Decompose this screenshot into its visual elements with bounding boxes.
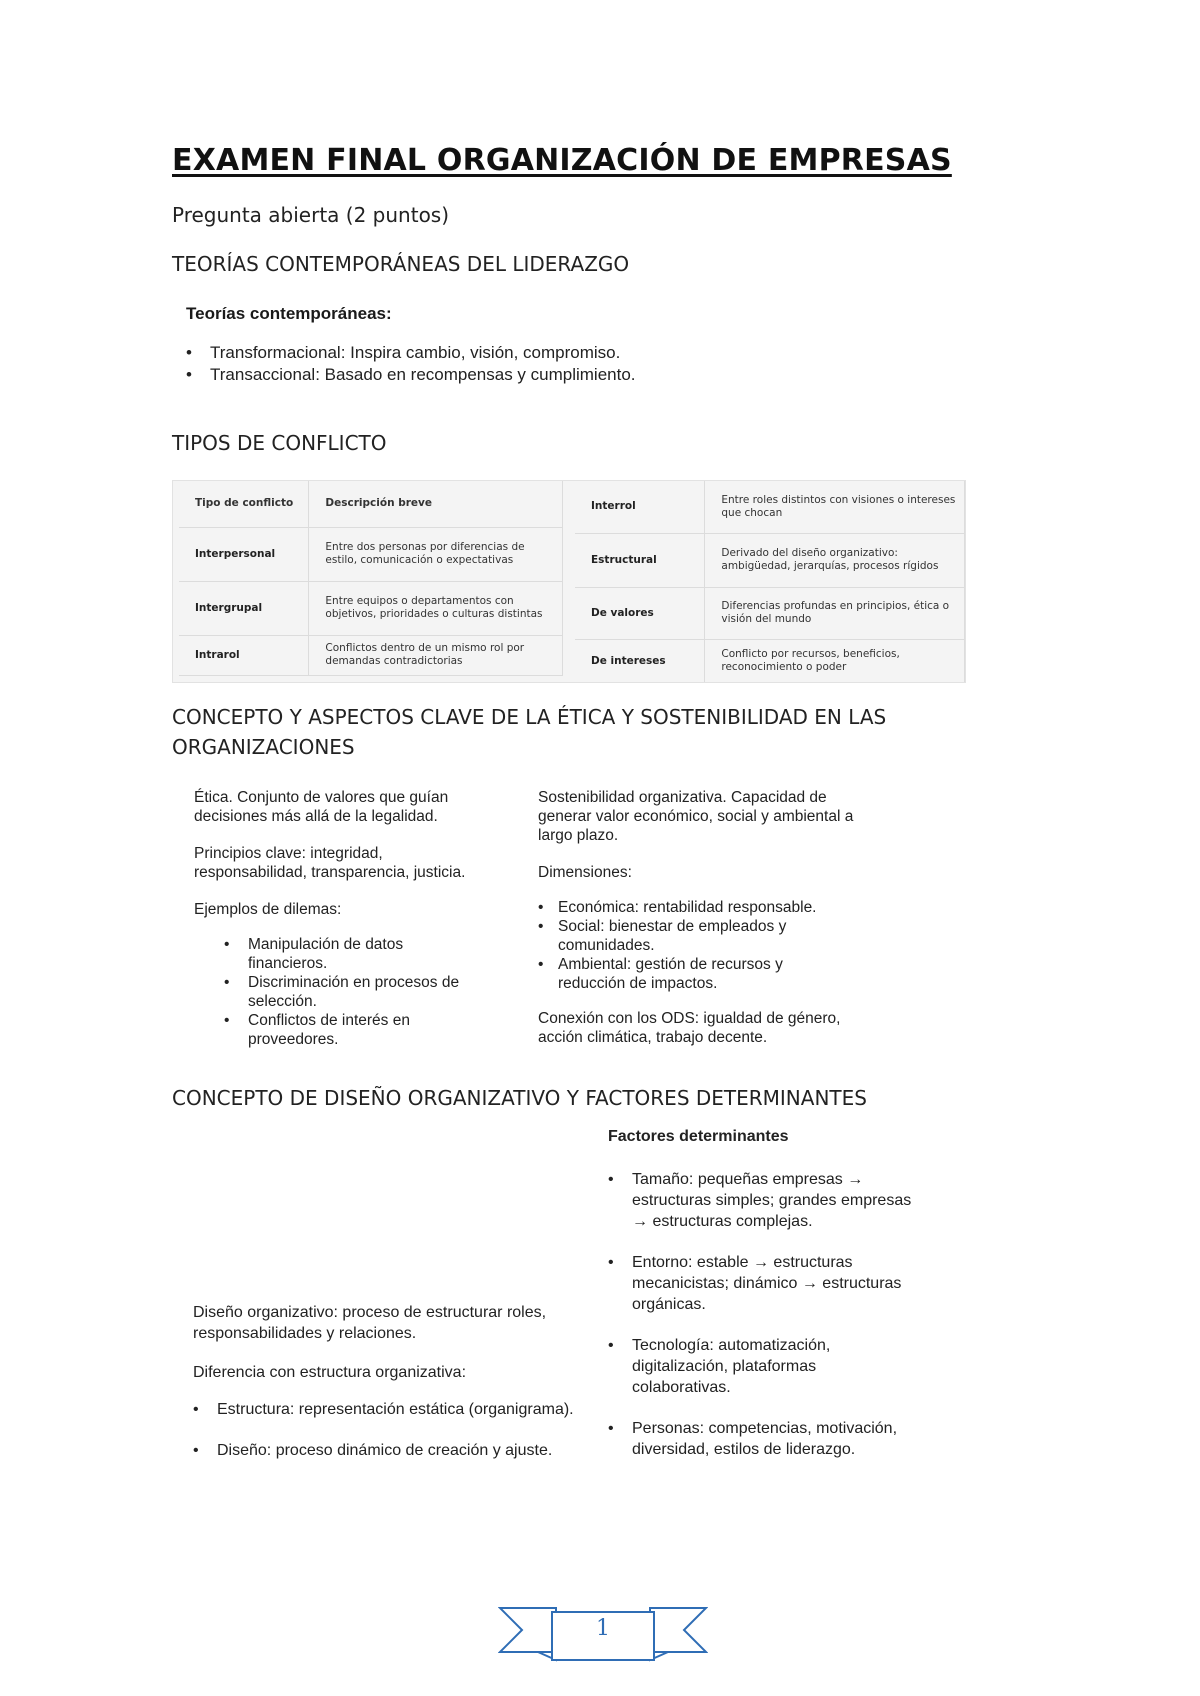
table-row xyxy=(575,639,965,683)
ethics-examples-list xyxy=(224,935,464,1049)
table-cell-desc: Entre roles distintos con visiones o intereses que chocan xyxy=(705,481,965,533)
page-number: 1 xyxy=(596,1616,610,1641)
table-header-type: Tipo de conflicto xyxy=(179,481,309,527)
table-header-desc: Descripción breve xyxy=(309,481,563,527)
list-item: • Personas: competencias, motivación, diversidad, estilos de liderazgo. xyxy=(608,1420,898,1458)
table-row xyxy=(575,587,965,639)
conflict-table-figure xyxy=(172,480,966,683)
ethics-left-column xyxy=(194,788,484,1049)
document-title: EXAMEN FINAL ORGANIZACIÓN DE EMPRESAS xyxy=(172,143,952,178)
table-cell-type: Estructural xyxy=(575,533,705,587)
list-item: • Manipulación de datos financieros. xyxy=(224,936,404,972)
table-cell-desc: Entre dos personas por diferencias de estilo, comunicación o expectativas xyxy=(309,527,563,581)
table-cell-type: Interrol xyxy=(575,481,705,533)
list-item: • Conflictos de interés en proveedores. xyxy=(224,1012,410,1048)
leadership-title: Teorías contemporáneas: xyxy=(186,304,392,323)
table-row xyxy=(575,481,965,533)
sustainability-dimensions-title: Dimensiones: xyxy=(538,864,632,881)
list-item: • Tecnología: automatización, digitalización, plataformas colaborativas. xyxy=(608,1337,831,1396)
table-cell-desc: Diferencias profundas en principios, ética o visión del mundo xyxy=(705,587,965,639)
table-row xyxy=(575,533,965,587)
list-item: • Transaccional: Basado en recompensas y cumplimiento. xyxy=(186,365,636,384)
factors-title: Factores determinantes xyxy=(608,1128,789,1145)
list-item: • Económica: rentabilidad responsable. xyxy=(538,899,817,916)
list-item: • Diseño: proceso dinámico de creación y ajuste. xyxy=(193,1442,553,1459)
ethics-heading: CONCEPTO Y ASPECTOS CLAVE DE LA ÉTICA Y SOSTENIBILIDAD EN LAS ORGANIZACIONES xyxy=(172,705,887,759)
design-definition: Diseño organizativo: proceso de estructurar roles, responsabilidades y relaciones. xyxy=(193,1304,547,1342)
table-header-row xyxy=(179,481,563,527)
leadership-heading: TEORÍAS CONTEMPORÁNEAS DEL LIDERAZGO xyxy=(172,252,630,276)
design-difference-list xyxy=(193,1399,583,1461)
table-cell-type: De valores xyxy=(575,587,705,639)
table-cell-type: Intergrupal xyxy=(179,581,309,635)
table-cell-type: De intereses xyxy=(575,639,705,683)
document-subtitle: Pregunta abierta (2 puntos) xyxy=(172,203,450,227)
list-item: • Social: bienestar de empleados y comunidades. xyxy=(538,918,787,954)
table-cell-desc: Conflicto por recursos, beneficios, reconocimiento o poder xyxy=(705,639,965,683)
sustainability-definition: Sostenibilidad organizativa. Capacidad de generar valor económico, social y ambiental a largo plazo. xyxy=(538,789,854,844)
ods-connection: Conexión con los ODS: igualdad de género, acción climática, trabajo decente. xyxy=(538,1010,841,1046)
ethics-definition: Ética. Conjunto de valores que guían decisiones más allá de la legalidad. xyxy=(194,789,449,825)
ethics-right-column xyxy=(538,788,868,1065)
list-item: • Entorno: estable → estructuras mecanicistas; dinámico → estructuras orgánicas. xyxy=(608,1254,902,1313)
conflict-table-right xyxy=(575,481,965,683)
table-cell-desc: Conflictos dentro de un mismo rol por demandas contradictorias xyxy=(309,635,563,675)
conflict-table-left xyxy=(179,481,563,676)
list-item: • Tamaño: pequeñas empresas → estructuras simples; grandes empresas → estructuras complejas. xyxy=(608,1171,912,1230)
table-cell-type: Interpersonal xyxy=(179,527,309,581)
factors-list xyxy=(608,1169,918,1460)
design-left-column xyxy=(193,1302,593,1481)
list-item: • Discriminación en procesos de selección. xyxy=(224,974,460,1010)
ethics-principles: Principios clave: integridad, responsabilidad, transparencia, justicia. xyxy=(194,845,466,881)
page-number-ornament xyxy=(498,1604,708,1664)
table-cell-desc: Derivado del diseño organizativo: ambigüedad, jerarquías, procesos rígidos xyxy=(705,533,965,587)
table-cell-type: Intrarol xyxy=(179,635,309,675)
table-row xyxy=(179,635,563,675)
list-item: • Estructura: representación estática (organigrama). xyxy=(193,1401,574,1418)
conflict-heading: TIPOS DE CONFLICTO xyxy=(172,431,387,455)
list-item: • Transformacional: Inspira cambio, visión, compromiso. xyxy=(186,343,621,362)
sustainability-dimensions-list xyxy=(538,898,828,993)
leadership-figure xyxy=(186,304,886,386)
table-cell-desc: Entre equipos o departamentos con objetivos, prioridades o culturas distintas xyxy=(309,581,563,635)
table-row xyxy=(179,581,563,635)
design-right-column xyxy=(608,1126,928,1480)
ethics-examples-title: Ejemplos de dilemas: xyxy=(194,901,342,918)
leadership-list xyxy=(186,342,886,386)
design-difference-title: Diferencia con estructura organizativa: xyxy=(193,1364,467,1381)
design-heading: CONCEPTO DE DISEÑO ORGANIZATIVO Y FACTORES DETERMINANTES xyxy=(172,1086,867,1110)
table-row xyxy=(179,527,563,581)
list-item: • Ambiental: gestión de recursos y reducción de impactos. xyxy=(538,956,783,992)
